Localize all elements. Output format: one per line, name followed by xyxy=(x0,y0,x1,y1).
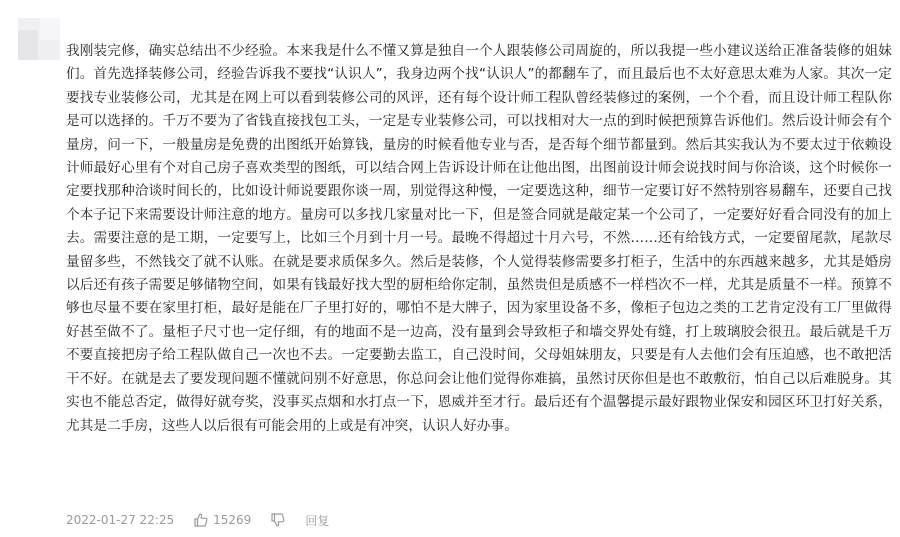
like-button[interactable] xyxy=(194,513,251,527)
comment-meta xyxy=(66,510,329,530)
like-count: 15269 xyxy=(213,513,252,527)
avatar[interactable] xyxy=(18,18,60,60)
thumbs-up-icon xyxy=(194,513,208,527)
reply-button[interactable]: 回复 xyxy=(305,513,330,528)
avatar-shade xyxy=(40,18,60,40)
thumbs-down-icon xyxy=(271,513,285,527)
comment-body xyxy=(66,40,892,438)
dislike-button[interactable] xyxy=(271,513,285,527)
comment-timestamp: 2022-01-27 22:25 xyxy=(66,513,175,527)
comment-text: 我刚装完修，确实总结出不少经验。本来我是什么不懂又算是独自一个人跟装修公司周旋的，所以我提一些小建议送给正准备装修的姐妹们。首先选择装修公司，经验告诉我不要找“认识人”，我身边两个找“认识人”的都翻车了，而且最后也不太好意思太难为人家。其次一定要找专业装修公司，尤其是在网上可以看到装修公司的风评，还有每个设计师工程队曾经装修过的案例，一个个看，而且设计师工程队你是可以选择的。千万不要为了省钱直接找包工头，一定是专业装修公司，可以找相对大一点的到时候把预算告诉他们。然后设计师会有个量房，问一下，一般量房是免费的出图纸开始算钱，量房的时候看他专业与否，是否每个细节都量到。然后其实我认为不要太过于依赖设计师最好心里有个对自己房子喜欢类型的图纸，可以结合网上告诉设计师在让他出图，出图前设计师会说找时间与你洽谈，这个时候你一定要找那种洽谈时间长的，比如设计师说要跟你谈一周，别觉得这种慢，一定要选这种，细节一定要订好不然特别容易翻车，还要自己找个本子记下来需要设计师注意的地方。量房可以多找几家量对比一下，但是签合同就是敲定某一个公司了，一定要好好看合同没有的加上去。需要注意的是工期，一定要写上，比如三个月到十月一号。最晚不得超过十月六号，不然……还有给钱方式，一定要留尾款，尾款尽量留多些，不然钱交了就不认账。在就是要求质保多久。然后是装修，个人觉得装修需要多打柜子，生活中的东西越来越多，尤其是婚房以后还有孩子需要足够储物空间，如果有钱最好找大型的厨柜给你定制，虽然贵但是质感不一样档次不一样，尤其是质量不一样。预算不够也尽量不要在家里打柜，最好是能在厂子里打好的，哪怕不是大牌子，因为家里设备不多，像柜子包边之类的工艺肯定没有工厂里做得好甚至做不了。量柜子尺寸也一定仔细，有的地面不是一边高，没有量到会导致柜子和墙交界处有缝，打上玻璃胶会很丑。最后就是千万不要直接把房子给工程队做自己一次也不去。一定要勤去监工，自己没时间，父母姐妹朋友，只要是有人去他们会有压迫感，也不敢把活干不好。在就是去了要发现问题不懂就问别不好意思，你总问会让他们觉得你难搞，虽然讨厌你但是也不敢敷衍，怕自己以后难脱身。其实也不能总否定，做得好就夸奖，没事买点烟和水打点一下，恩威并至才行。最后还有个温馨提示最好跟物业保安和园区环卫打好关系，尤其是二手房，这些人以后很有可能会用的上或是有冲突，认识人好办事。 xyxy=(66,43,892,434)
avatar-shade xyxy=(18,30,38,60)
